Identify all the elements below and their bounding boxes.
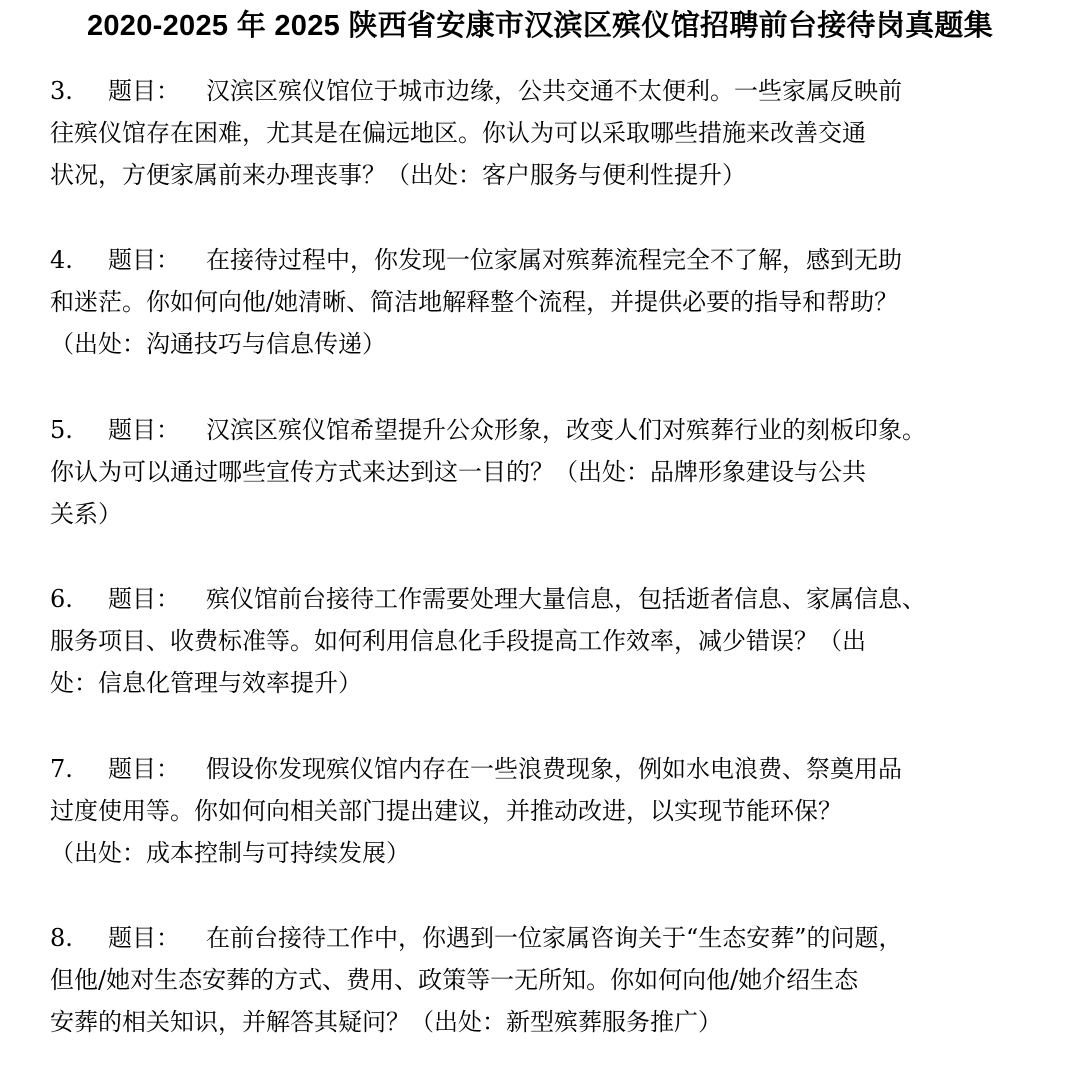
- question-number: 6.: [50, 585, 73, 613]
- question-text-line: 汉滨区殡仪馆希望提升公众形象，改变人们对殡葬行业的刻板印象。: [206, 416, 926, 444]
- question-text-line: 但他/她对生态安葬的方式、费用、政策等一无所知。你如何向他/她介绍生态: [50, 966, 859, 994]
- question-text-line: 服务项目、收费标准等。如何利用信息化手段提高工作效率，减少错误？（出: [50, 627, 866, 655]
- question-text-line: （出处：沟通技巧与信息传递）: [50, 330, 386, 358]
- question-first-line: [50, 748, 1050, 790]
- question-text-line: 你认为可以通过哪些宣传方式来达到这一目的？（出处：品牌形象建设与公共: [50, 458, 866, 486]
- question-text-line: 状况，方便家属前来办理丧事？（出处：客户服务与便利性提升）: [50, 161, 746, 189]
- question-text-line: 处：信息化管理与效率提升）: [50, 669, 362, 697]
- question-text-line: 汉滨区殡仪馆位于城市边缘，公共交通不太便利。一些家属反映前: [206, 77, 902, 105]
- question-text-line: 过度使用等。你如何向相关部门提出建议，并推动改进，以实现节能环保？: [50, 797, 842, 825]
- question-item: [50, 409, 1050, 535]
- question-text-line: 假设你发现殡仪馆内存在一些浪费现象，例如水电浪费、祭奠用品: [206, 755, 902, 783]
- question-label: 题目：: [108, 246, 180, 274]
- question-first-line: [50, 578, 1050, 620]
- question-label: 题目：: [108, 77, 180, 105]
- question-text-line: 和迷茫。你如何向他/她清晰、简洁地解释整个流程，并提供必要的指导和帮助？: [50, 288, 899, 316]
- question-number: 4.: [50, 246, 73, 274]
- question-label: 题目：: [108, 924, 180, 952]
- question-item: [50, 239, 1050, 365]
- question-number: 7.: [50, 755, 73, 783]
- question-text-line: 殡仪馆前台接待工作需要处理大量信息，包括逝者信息、家属信息、: [206, 585, 926, 613]
- question-item: [50, 748, 1050, 874]
- question-first-line: [50, 70, 1050, 112]
- question-text-line: （出处：成本控制与可持续发展）: [50, 839, 410, 867]
- question-number: 3.: [50, 77, 73, 105]
- question-item: [50, 578, 1050, 704]
- question-text-line: 往殡仪馆存在困难，尤其是在偏远地区。你认为可以采取哪些措施来改善交通: [50, 119, 866, 147]
- question-first-line: [50, 917, 1050, 959]
- question-number: 5.: [50, 416, 73, 444]
- page-title: 2020-2025 年 2025 陕西省安康市汉滨区殡仪馆招聘前台接待岗真题集: [86, 10, 994, 42]
- question-first-line: [50, 409, 1050, 451]
- question-text-line: 关系）: [50, 500, 122, 528]
- question-item: [50, 70, 1050, 196]
- question-text-line: 安葬的相关知识，并解答其疑问？（出处：新型殡葬服务推广）: [50, 1008, 722, 1036]
- question-number: 8.: [50, 924, 73, 952]
- question-item: [50, 917, 1050, 1043]
- question-label: 题目：: [108, 755, 180, 783]
- question-label: 题目：: [108, 416, 180, 444]
- question-text-line: 在接待过程中，你发现一位家属对殡葬流程完全不了解，感到无助: [206, 246, 902, 274]
- question-first-line: [50, 239, 1050, 281]
- question-text-line: 在前台接待工作中，你遇到一位家属咨询关于“生态安葬”的问题，: [206, 924, 903, 952]
- question-label: 题目：: [108, 585, 180, 613]
